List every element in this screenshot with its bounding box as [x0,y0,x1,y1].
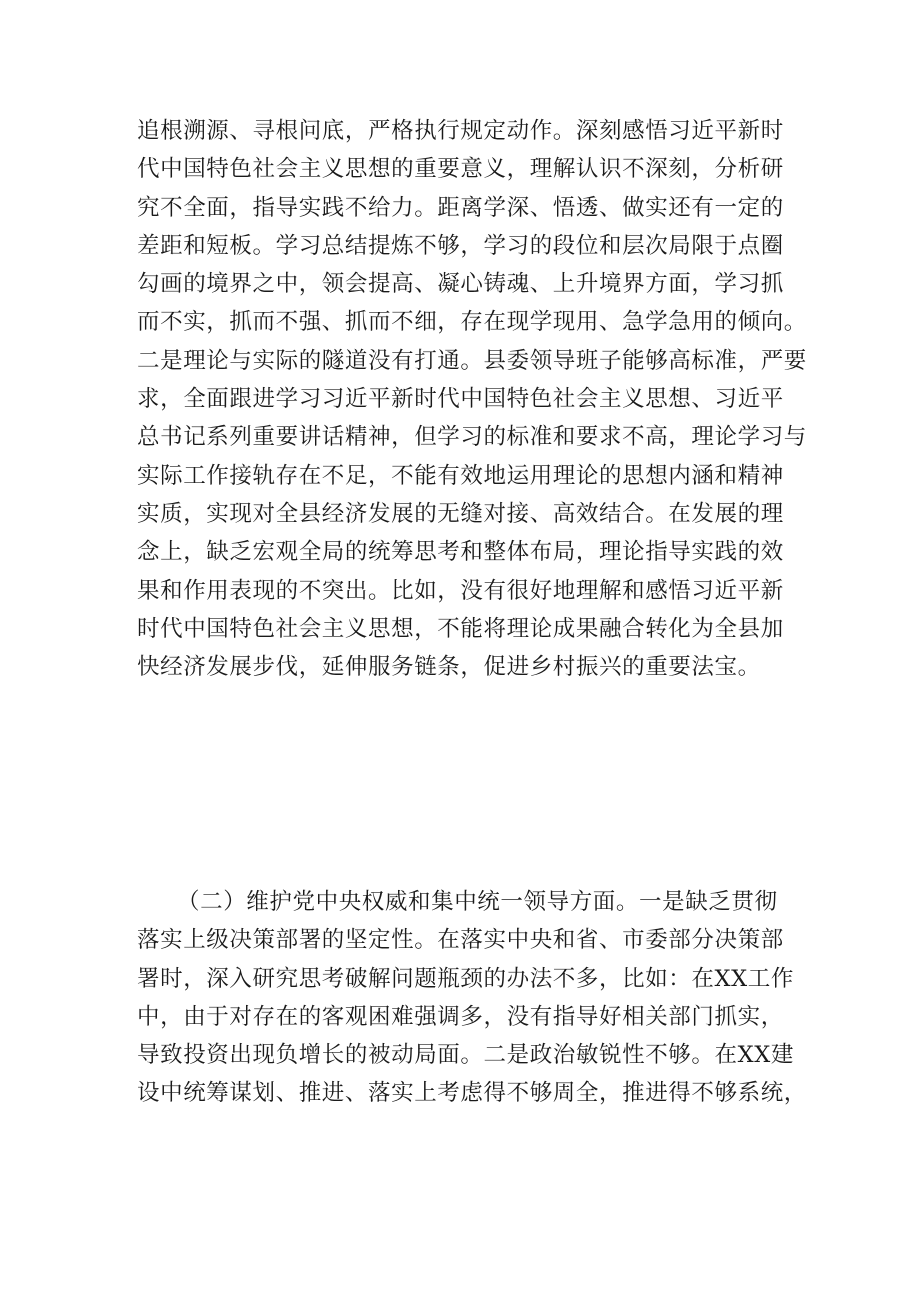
text-line: 二是理论与实际的隧道没有打通。县委领导班子能够高标准，严要 [137,347,807,374]
paragraph-1 [137,112,817,686]
text-line: 快经济发展步伐，延伸服务链条，促进乡村振兴的重要法宝。 [137,654,761,681]
text-line: 勾画的境界之中，领会提高、凝心铸魂、上升境界方面，学习抓 [137,271,784,298]
text-line: 代中国特色社会主义思想的重要意义，理解认识不深刻，分析研 [137,156,784,183]
text-line: 究不全面，指导实践不给力。距离学深、悟透、做实还有一定的 [137,194,784,221]
text-line: （二）维护党中央权威和集中统一领导方面。一是缺乏贯彻 [177,889,778,915]
text-line: 果和作用表现的不突出。比如，没有很好地理解和感悟习近平新 [137,577,784,604]
text-line: 求，全面跟进学习习近平新时代中国特色社会主义思想、习近平 [137,386,784,413]
text-line: 总书记系列重要讲话精神，但学习的标准和要求不高，理论学习与 [137,424,807,451]
text-line: 时代中国特色社会主义思想，不能将理论成果融合转化为全县加 [137,615,784,642]
text-line: 而不实，抓而不强、抓而不细，存在现学现用、急学急用的倾向。 [137,309,807,336]
text-line: 中，由于对存在的客观困难强调多，没有指导好相关部门抓实， [137,1003,784,1030]
text-line: 导致投资出现负增长的被动局面。二是政治敏锐性不够。在XX建 [137,1042,794,1069]
text-line: 实质，实现对全县经济发展的无缝对接、高效结合。在发展的理 [137,500,784,527]
text-line: 设中统筹谋划、推进、落实上考虑得不够周全，推进得不够系统， [137,1080,807,1107]
text-line: 署时，深入研究思考破解问题瓶颈的办法不多，比如：在XX工作 [137,965,794,992]
paragraph-2 [137,883,817,1113]
text-line: 实际工作接轨存在不足，不能有效地运用理论的思想内涵和精神 [137,462,784,489]
text-line: 差距和短板。学习总结提炼不够，学习的段位和层次局限于点圈 [137,232,784,259]
text-line: 念上，缺乏宏观全局的统筹思考和整体布局，理论指导实践的效 [137,539,784,566]
text-line: 追根溯源、寻根问底，严格执行规定动作。深刻感悟习近平新时 [137,118,784,144]
text-line: 落实上级决策部署的坚定性。在落实中央和省、市委部分决策部 [137,927,784,954]
